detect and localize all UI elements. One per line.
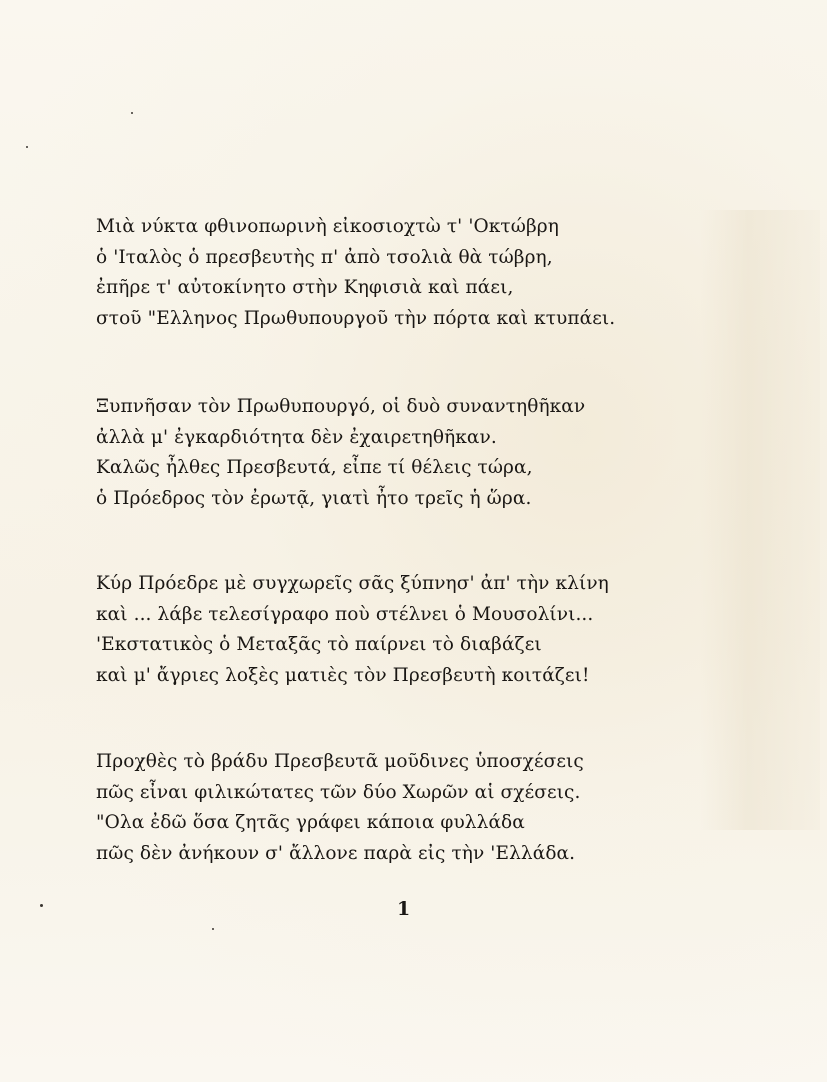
- poem-line: Μιὰ νύκτα φθινοπωρινὴ εἰκοσιοχτὼ τ' 'Οκτώβρη: [96, 216, 559, 237]
- poem-line: "Ολα ἐδῶ ὅσα ζητᾶς γράφει κάποια φυλλάδα: [96, 812, 525, 833]
- poem-line: Προχθὲς τὸ βράδυ Πρεσβευτᾶ μοῦδινες ὑποσχέσεις: [96, 751, 584, 772]
- poem-line: 'Εκστατικὸς ὁ Μεταξᾶς τὸ παίρνει τὸ διαβάζει: [96, 634, 542, 655]
- stanza-2: [96, 392, 585, 514]
- poem-line: πῶς δὲν ἀνήκουν σ' ἄλλονε παρὰ εἰς τὴν 'Ελλάδα.: [96, 842, 576, 864]
- ink-speck: [212, 928, 214, 930]
- ink-speck: [40, 904, 43, 907]
- ink-speck: [26, 146, 28, 148]
- poem-line: πῶς εἶναι φιλικώτατες τῶν δύο Χωρῶν αἱ σχέσεις.: [96, 781, 581, 803]
- poem-line: Ξυπνῆσαν τὸν Πρωθυπουργό, οἱ δυὸ συναντηθῆκαν: [96, 396, 586, 417]
- ink-speck: [131, 112, 133, 114]
- poem-line: ἀλλὰ μ' ἐγκαρδιότητα δὲν ἐχαιρετηθῆκαν.: [96, 426, 497, 448]
- stanza-3: [96, 569, 609, 691]
- poem-line: Καλῶς ἦλθες Πρεσβευτά, εἶπε τί θέλεις τώρα,: [96, 457, 533, 478]
- poem-line: ἐπῆρε τ' αὐτοκίνητο στὴν Κηφισιὰ καὶ πάει,: [96, 277, 514, 298]
- page-number: 1: [397, 898, 411, 920]
- show-through-shadow: [700, 210, 820, 830]
- poem-line: Κύρ Πρόεδρε μὲ συγχωρεῖς σᾶς ξύπνησ' ἀπ' τὴν κλίνη: [96, 573, 609, 594]
- poem-line: καὶ μ' ἄγριες λοξὲς ματιὲς τὸν Πρεσβευτὴ κοιτάζει!: [96, 664, 590, 686]
- poem-line: ὁ 'Ιταλὸς ὁ πρεσβευτὴς π' ἀπὸ τσολιὰ θὰ τώβρη,: [96, 246, 553, 268]
- poem-line: στοῦ "Ελληνος Πρωθυπουργοῦ τὴν πόρτα καὶ κτυπάει.: [96, 307, 616, 329]
- stanza-1: [96, 212, 615, 334]
- poem-line: ὁ Πρόεδρος τὸν ἐρωτᾷ, γιατὶ ἦτο τρεῖς ἡ ὥρα.: [96, 487, 532, 509]
- poem-line: καὶ ... λάβε τελεσίγραφο ποὺ στέλνει ὁ Μουσολίνι...: [96, 603, 594, 625]
- stanza-4: [96, 747, 584, 869]
